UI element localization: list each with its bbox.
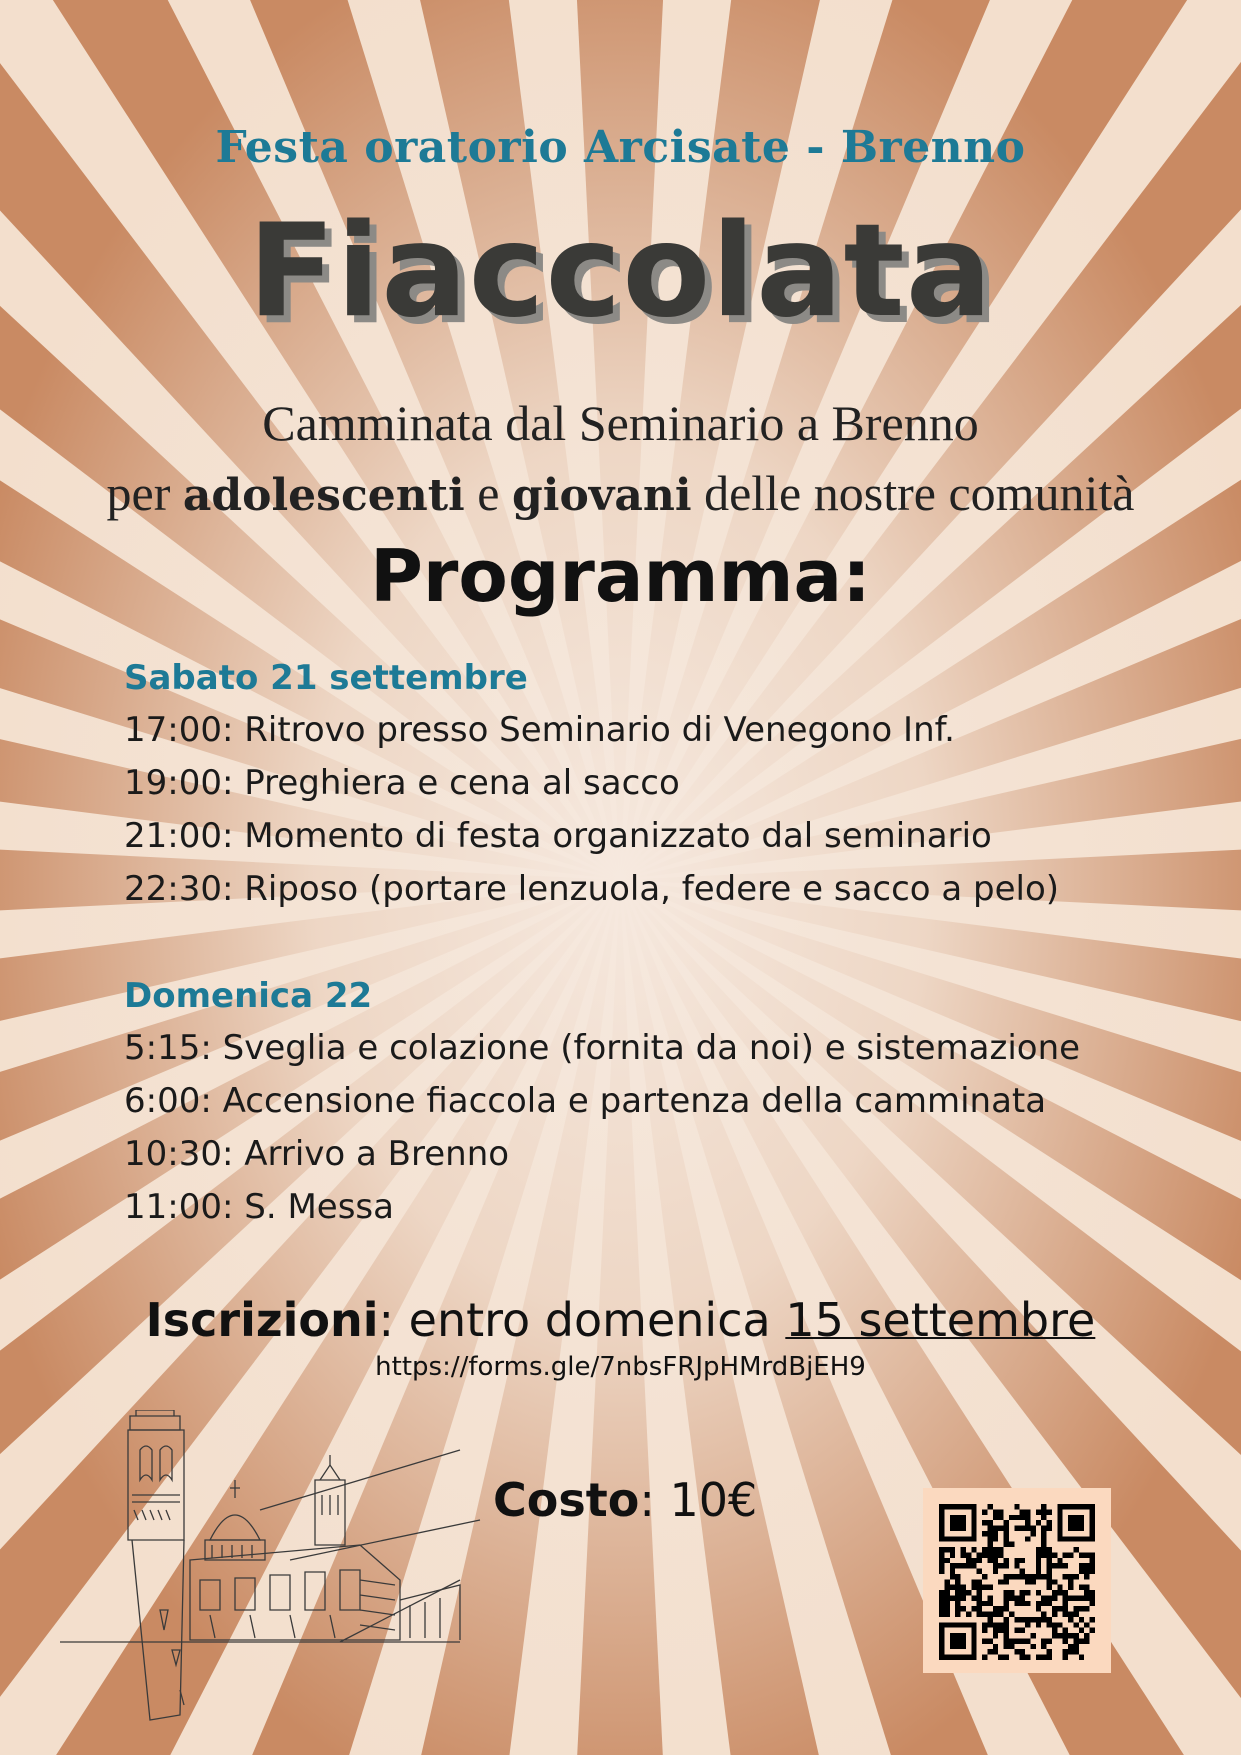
schedule-item: 10:30: Arrivo a Brenno [124, 1134, 510, 1174]
tagline [0, 388, 1241, 531]
schedule-item: 19:00: Preghiera e cena al sacco [124, 763, 680, 803]
program-day-saturday [124, 652, 1059, 916]
enrollment-link[interactable]: https://forms.gle/7nbsFRJpHMrdBjEH9 [375, 1352, 866, 1382]
tagline-bold-giovani: giovani [511, 470, 692, 521]
schedule-item: 11:00: S. Messa [124, 1187, 394, 1227]
tagline-line-2: per adolescenti e giovani delle nostre comunità [106, 465, 1135, 521]
schedule-item: 17:00: Ritrovo presso Seminario di Venegono Inf. [124, 710, 955, 750]
church-sketch-icon [60, 1410, 520, 1730]
cost-value: : 10€ [639, 1473, 758, 1527]
enrollment-label: Iscrizioni [145, 1293, 379, 1347]
main-title: Fiaccolata [247, 197, 994, 346]
qr-code-icon [939, 1504, 1095, 1660]
cost-label: Costo [493, 1473, 640, 1527]
schedule-item: 22:30: Riposo (portare lenzuola, federe e sacco a pelo) [124, 869, 1060, 909]
day-title: Sabato 21 settembre [124, 658, 528, 698]
program-heading: Programma: [370, 534, 871, 618]
cost-info [493, 1470, 757, 1530]
day-title: Domenica 22 [124, 976, 373, 1016]
enrollment-date: 15 settembre [785, 1293, 1096, 1347]
tagline-line-1: Camminata dal Seminario a Brenno [262, 395, 979, 451]
schedule-item: 5:15: Sveglia e colazione (fornita da noi) e sistemazione [124, 1028, 1081, 1068]
event-subtitle: Festa oratorio Arcisate - Brenno [215, 122, 1026, 173]
program-day-sunday [124, 970, 1080, 1234]
schedule-item: 6:00: Accensione fiaccola e partenza della camminata [124, 1081, 1047, 1121]
tagline-bold-adolescenti: adolescenti [182, 470, 465, 521]
schedule-item: 21:00: Momento di festa organizzato dal seminario [124, 816, 992, 856]
qr-code[interactable] [923, 1488, 1111, 1673]
enrollment-info: Iscrizioni: entro domenica 15 settembre [145, 1293, 1096, 1347]
